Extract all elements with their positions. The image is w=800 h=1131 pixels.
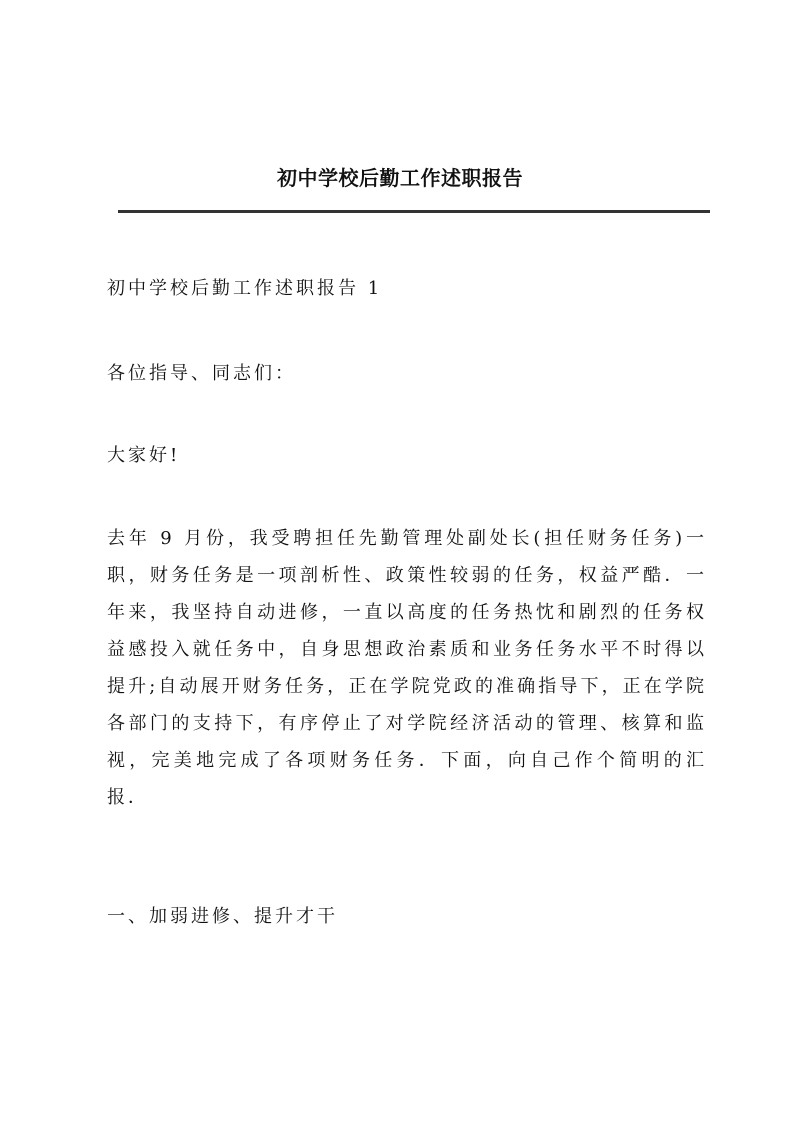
greeting-line: 各位指导、同志们： xyxy=(107,363,296,384)
document-title: 初中学校后勤工作述职报告 xyxy=(277,166,523,190)
main-paragraph: 去年 9 月份，我受聘担任先勤管理处副处长(担任财务任务)一职，财务任务是一项剖析性、政策性较弱的任务，权益严酷．一年来，我坚持自动进修，一直以高度的任务热忱和剧烈的任务权益感投入就任务中，自身思想政治素质和业务任务水平不时得以提升;自动展开财务任务，正在学院党政的准确指导下，正在学院各部门的支持下，有序停止了对学院经济活动的管理、核算和监视，完美地完成了各项财务任务．下面，向自己作个简明的汇报． xyxy=(107,528,707,808)
hello-line: 大家好! xyxy=(107,445,181,466)
title-divider xyxy=(118,210,710,213)
report-subheading: 初中学校后勤工作述职报告 1 xyxy=(107,278,383,299)
section-heading: 一、加弱进修、提升才干 xyxy=(107,906,338,927)
